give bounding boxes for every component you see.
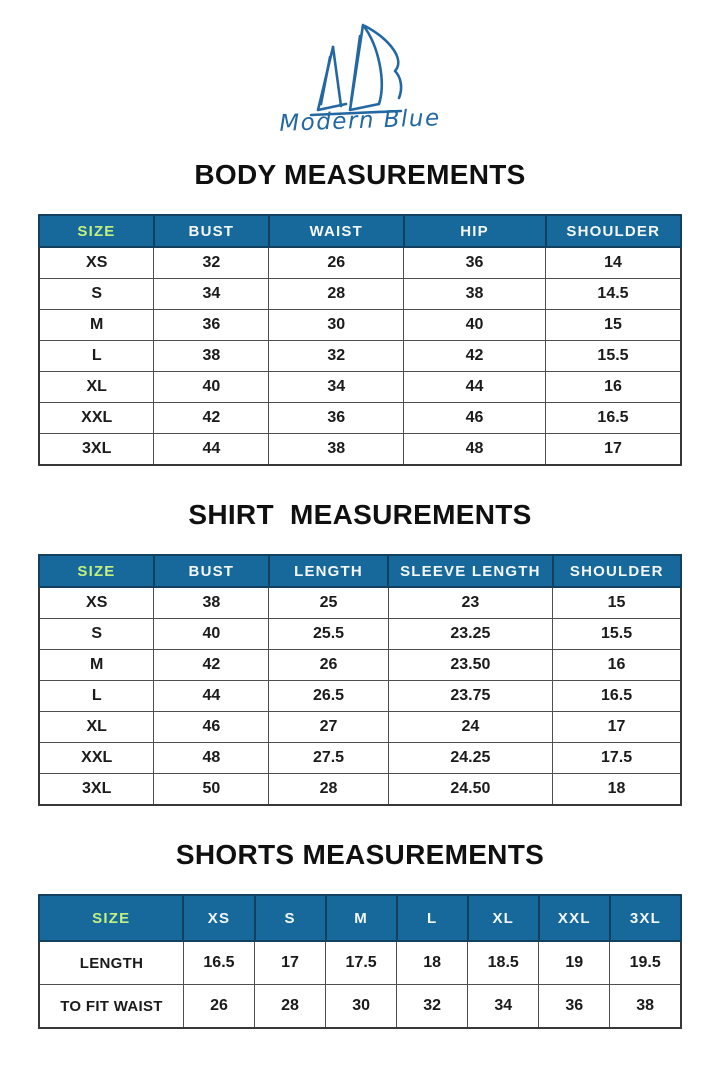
table-row: [39, 587, 681, 619]
table-row: [39, 279, 681, 310]
value-cell: 32: [154, 247, 269, 279]
value-cell: 16.5: [553, 681, 681, 712]
column-header-cell: 3XL: [610, 895, 681, 941]
value-cell: 24: [388, 712, 552, 743]
value-cell: 48: [404, 434, 546, 466]
header-row: [39, 215, 681, 247]
value-cell: 26: [183, 985, 254, 1029]
value-cell: 34: [154, 279, 269, 310]
row-label-cell: S: [39, 279, 154, 310]
column-header-cell: BUST: [154, 555, 269, 587]
row-label-cell: 3XL: [39, 774, 154, 806]
value-cell: 15: [546, 310, 682, 341]
header-row: [39, 895, 681, 941]
value-cell: 16.5: [183, 941, 254, 985]
value-cell: 14.5: [546, 279, 682, 310]
row-label-cell: LENGTH: [39, 941, 183, 985]
table-row: [39, 310, 681, 341]
value-cell: 50: [154, 774, 269, 806]
row-label-cell: TO FIT WAIST: [39, 985, 183, 1029]
shirt-measurements-title: SHIRT MEASUREMENTS: [188, 499, 532, 531]
row-label-cell: XXL: [39, 403, 154, 434]
shirt-measurements-table: [38, 554, 682, 806]
size-header-cell: SIZE: [39, 895, 183, 941]
value-cell: 46: [154, 712, 269, 743]
value-cell: 23.25: [388, 619, 552, 650]
value-cell: 40: [154, 619, 269, 650]
value-cell: 24.25: [388, 743, 552, 774]
table-row: [39, 941, 681, 985]
value-cell: 32: [269, 341, 404, 372]
table-row: [39, 341, 681, 372]
column-header-cell: XL: [468, 895, 539, 941]
column-header-cell: SHOULDER: [546, 215, 682, 247]
column-header-cell: S: [255, 895, 326, 941]
table-row: [39, 372, 681, 403]
value-cell: 27.5: [269, 743, 388, 774]
value-cell: 23.50: [388, 650, 552, 681]
value-cell: 18.5: [468, 941, 539, 985]
value-cell: 38: [610, 985, 681, 1029]
value-cell: 26: [269, 247, 404, 279]
value-cell: 17.5: [326, 941, 397, 985]
value-cell: 36: [269, 403, 404, 434]
value-cell: 19: [539, 941, 610, 985]
value-cell: 26.5: [269, 681, 388, 712]
value-cell: 18: [397, 941, 468, 985]
table-row: [39, 712, 681, 743]
row-label-cell: XL: [39, 712, 154, 743]
value-cell: 14: [546, 247, 682, 279]
value-cell: 30: [269, 310, 404, 341]
value-cell: 42: [404, 341, 546, 372]
value-cell: 25.5: [269, 619, 388, 650]
column-header-cell: SLEEVE LENGTH: [388, 555, 552, 587]
value-cell: 36: [539, 985, 610, 1029]
value-cell: 36: [404, 247, 546, 279]
value-cell: 16.5: [546, 403, 682, 434]
row-label-cell: M: [39, 310, 154, 341]
value-cell: 15.5: [553, 619, 681, 650]
column-header-cell: SHOULDER: [553, 555, 681, 587]
value-cell: 38: [269, 434, 404, 466]
column-header-cell: LENGTH: [269, 555, 388, 587]
value-cell: 24.50: [388, 774, 552, 806]
column-header-cell: L: [397, 895, 468, 941]
value-cell: 34: [468, 985, 539, 1029]
row-label-cell: 3XL: [39, 434, 154, 466]
table-row: [39, 434, 681, 466]
size-header-cell: SIZE: [39, 215, 154, 247]
body-measurements-table: [38, 214, 682, 466]
value-cell: 40: [404, 310, 546, 341]
value-cell: 36: [154, 310, 269, 341]
value-cell: 38: [154, 341, 269, 372]
body-measurements-title: BODY MEASUREMENTS: [194, 159, 526, 190]
table-row: [39, 985, 681, 1029]
row-label-cell: XS: [39, 587, 154, 619]
value-cell: 17: [255, 941, 326, 985]
value-cell: 34: [269, 372, 404, 403]
value-cell: 17: [553, 712, 681, 743]
column-header-cell: M: [326, 895, 397, 941]
row-label-cell: L: [39, 681, 154, 712]
table-row: [39, 619, 681, 650]
value-cell: 32: [397, 985, 468, 1029]
table-row: [39, 681, 681, 712]
value-cell: 27: [269, 712, 388, 743]
column-header-cell: WAIST: [269, 215, 404, 247]
row-label-cell: XL: [39, 372, 154, 403]
value-cell: 40: [154, 372, 269, 403]
brand-logo: [0, 0, 720, 137]
value-cell: 42: [154, 403, 269, 434]
column-header-cell: XXL: [539, 895, 610, 941]
header-row: [39, 555, 681, 587]
value-cell: 19.5: [610, 941, 681, 985]
value-cell: 15: [553, 587, 681, 619]
value-cell: 28: [269, 279, 404, 310]
value-cell: 15.5: [546, 341, 682, 372]
row-label-cell: M: [39, 650, 154, 681]
value-cell: 28: [255, 985, 326, 1029]
shorts-measurements-title: SHORTS MEASUREMENTS: [175, 839, 545, 871]
value-cell: 38: [154, 587, 269, 619]
shorts-measurements-table: [38, 894, 682, 1029]
value-cell: 48: [154, 743, 269, 774]
row-label-cell: XXL: [39, 743, 154, 774]
value-cell: 44: [154, 681, 269, 712]
value-cell: 17: [546, 434, 682, 466]
row-label-cell: L: [39, 341, 154, 372]
value-cell: 18: [553, 774, 681, 806]
column-header-cell: HIP: [404, 215, 546, 247]
table-row: [39, 247, 681, 279]
value-cell: 25: [269, 587, 388, 619]
brand-name: Modern Blue: [278, 105, 442, 137]
row-label-cell: S: [39, 619, 154, 650]
table-row: [39, 650, 681, 681]
value-cell: 28: [269, 774, 388, 806]
row-label-cell: XS: [39, 247, 154, 279]
table-row: [39, 774, 681, 806]
value-cell: 16: [546, 372, 682, 403]
value-cell: 17.5: [553, 743, 681, 774]
table-row: [39, 403, 681, 434]
column-header-cell: BUST: [154, 215, 269, 247]
value-cell: 42: [154, 650, 269, 681]
value-cell: 44: [404, 372, 546, 403]
column-header-cell: XS: [183, 895, 254, 941]
value-cell: 46: [404, 403, 546, 434]
size-header-cell: SIZE: [39, 555, 154, 587]
value-cell: 23.75: [388, 681, 552, 712]
value-cell: 23: [388, 587, 552, 619]
value-cell: 38: [404, 279, 546, 310]
table-row: [39, 743, 681, 774]
value-cell: 44: [154, 434, 269, 466]
value-cell: 26: [269, 650, 388, 681]
value-cell: 30: [326, 985, 397, 1029]
value-cell: 16: [553, 650, 681, 681]
